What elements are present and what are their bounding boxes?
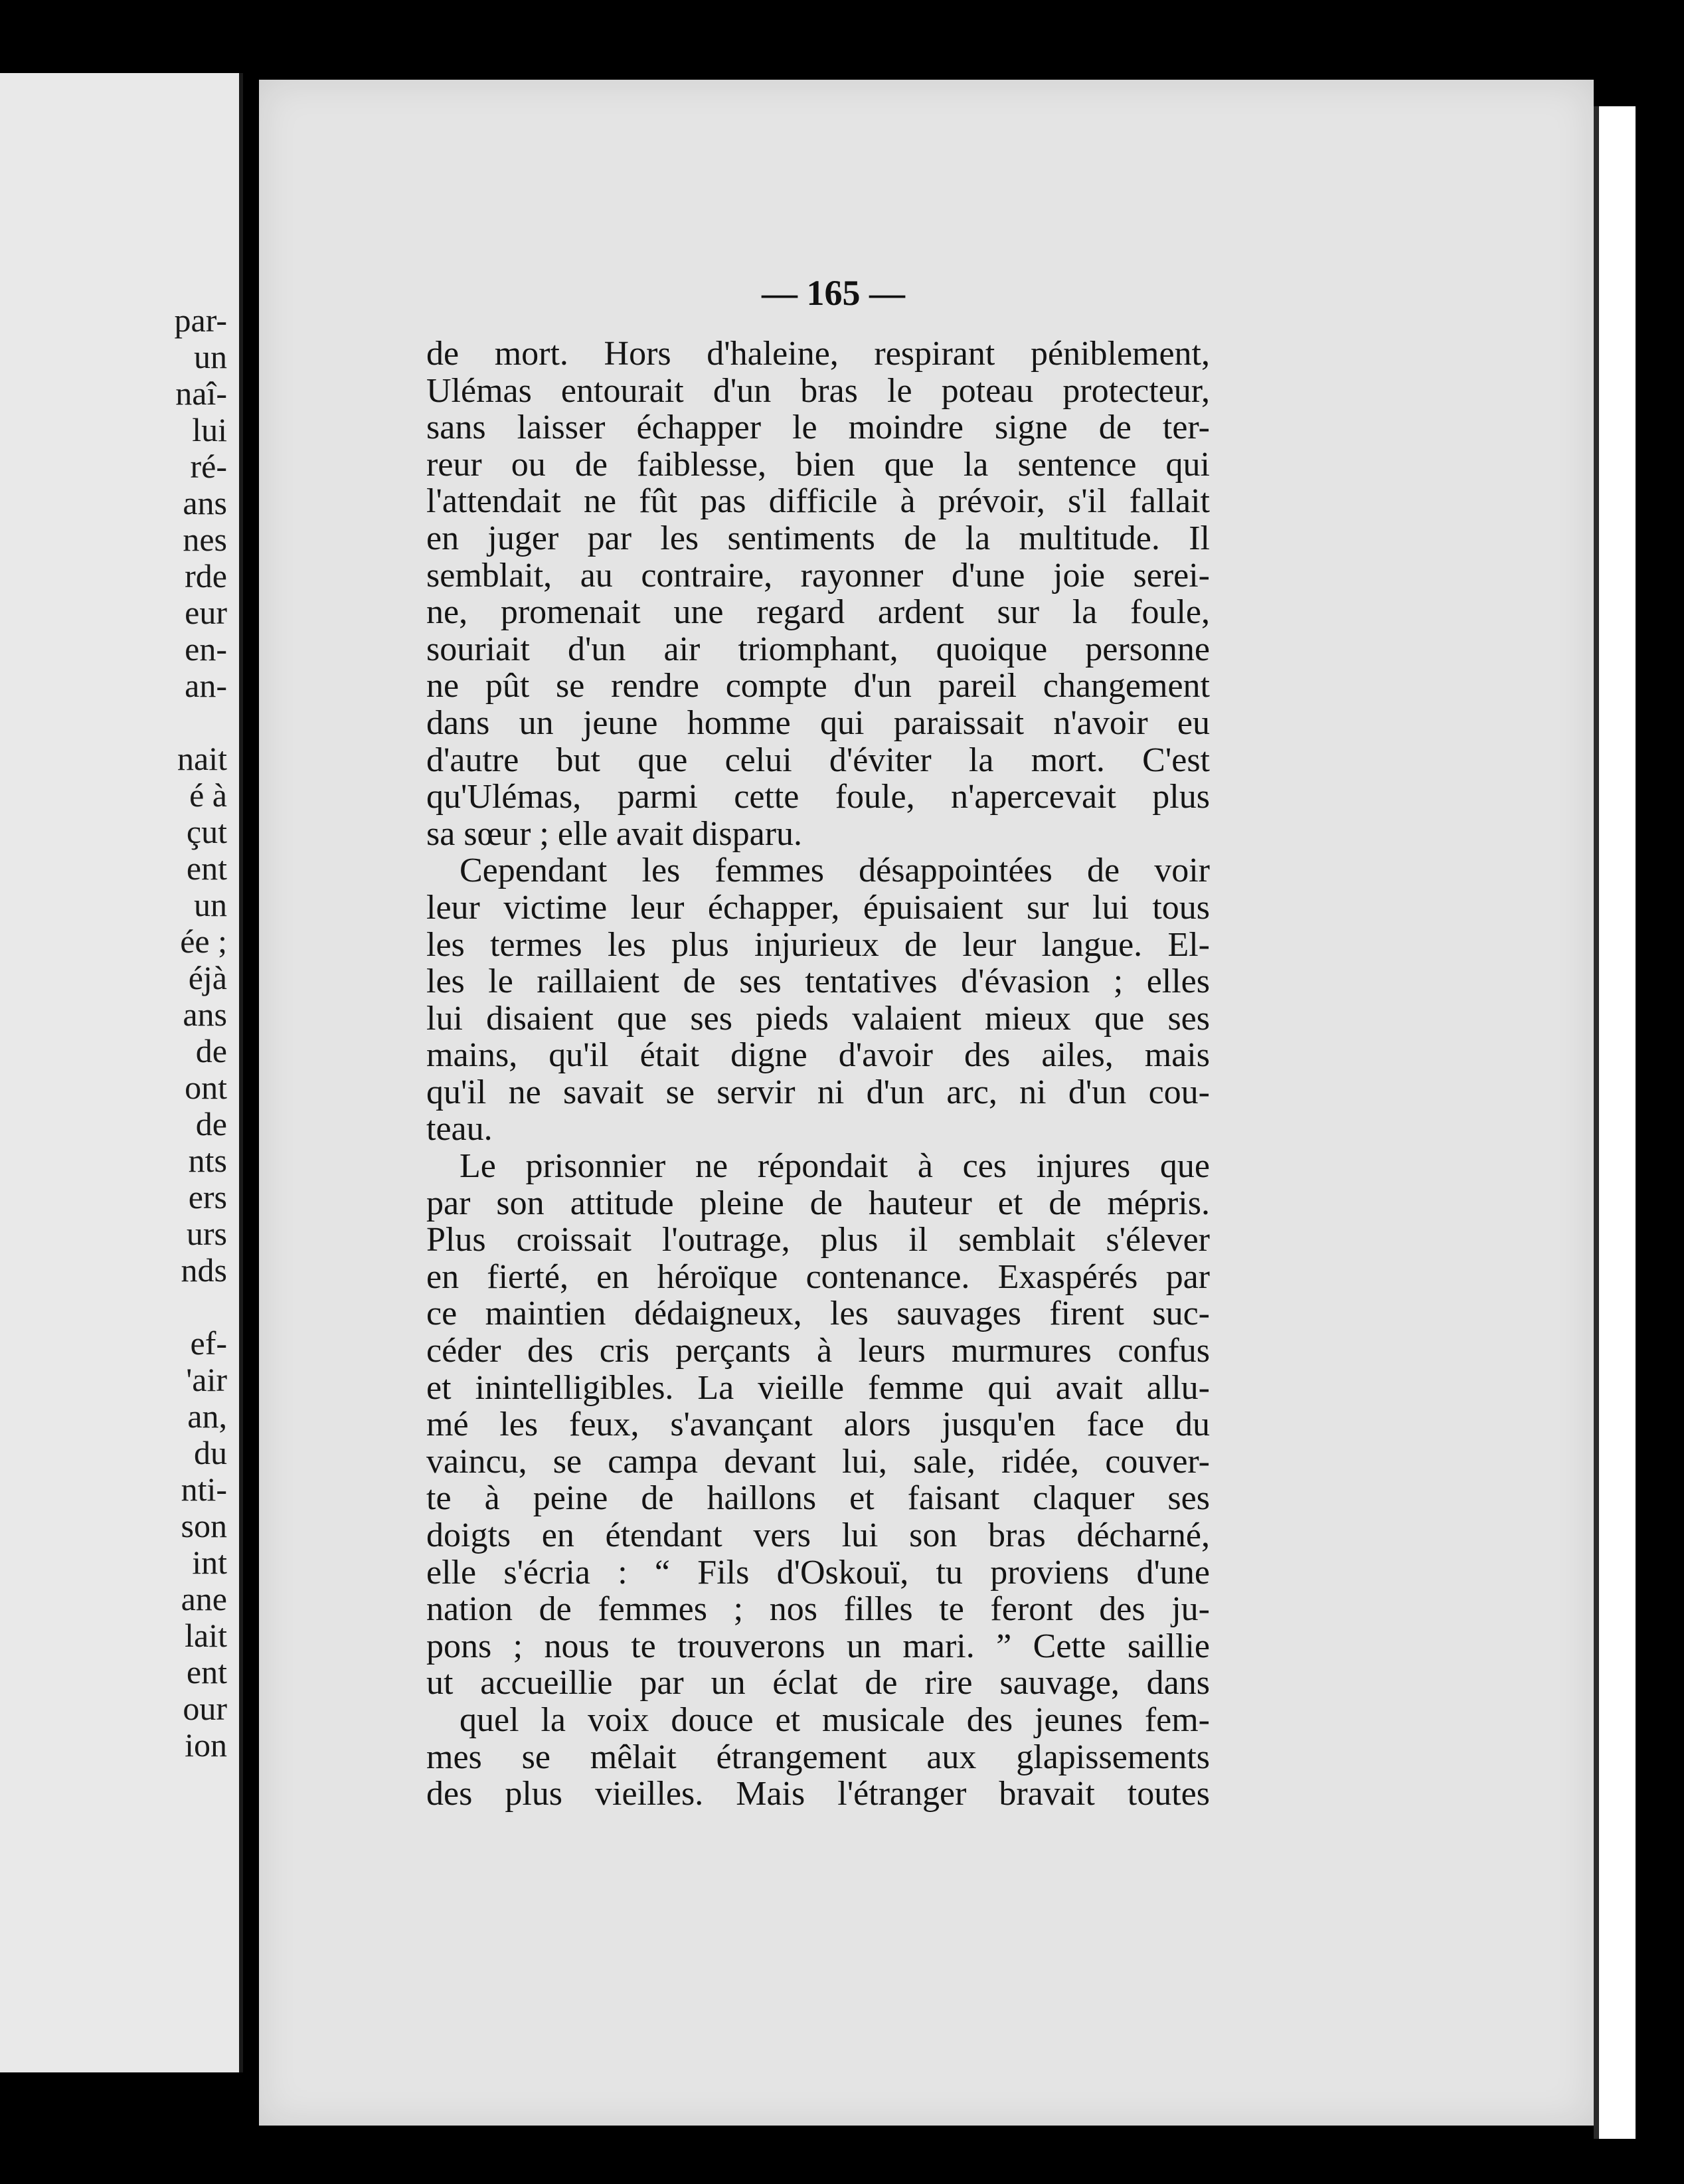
text-line: Ulémas entourait d'un bras le poteau protecteur,	[426, 371, 1210, 410]
text-line: Cependant les femmes désappointées de voir	[460, 852, 1210, 890]
left-page-fragment: un	[194, 886, 227, 923]
text-line: les le raillaient de ses tentatives d'évasion ; elles	[426, 962, 1210, 1001]
left-page-fragment: ent	[186, 1653, 227, 1690]
left-page-fragment: en-	[185, 630, 227, 668]
text-line: teau.	[426, 1110, 493, 1148]
left-page-fragment: ans	[183, 484, 227, 521]
text-line: l'attendait ne fût pas difficile à prévoir, s'il fallait	[426, 482, 1210, 521]
paragraph-gap	[28, 704, 227, 741]
text-line: d'autre but que celui d'éviter la mort. C'est	[426, 741, 1210, 779]
left-page-fragment: nds	[181, 1251, 227, 1289]
left-page-fragment: ont	[185, 1069, 227, 1106]
text-line: mé les feux, s'avançant alors jusqu'en face du	[426, 1406, 1210, 1444]
left-page-fragment: nait	[177, 740, 227, 777]
text-line: nation de femmes ; nos filles te feront des ju-	[426, 1590, 1210, 1629]
left-page-fragment: de	[195, 1105, 227, 1142]
left-page-fragment: du	[194, 1434, 227, 1471]
text-line: semblait, au contraire, rayonner d'une joie serei-	[426, 556, 1210, 594]
text-line: te à peine de haillons et faisant claquer ses	[426, 1479, 1210, 1518]
text-line: dans un jeune homme qui paraissait n'avoir eu	[426, 703, 1210, 742]
left-page-fragment: son	[181, 1507, 227, 1544]
text-line: souriait d'un air triomphant, quoique personne	[426, 630, 1210, 668]
text-line: Plus croissait l'outrage, plus il semblait s'élever	[426, 1221, 1210, 1259]
text-line: reur ou de faiblesse, bien que la sentence qui	[426, 445, 1210, 484]
text-line: qu'il ne savait se servir ni d'un arc, ni d'un cou-	[426, 1073, 1210, 1111]
text-line: ut accueillie par un éclat de rire sauvage, dans	[426, 1664, 1210, 1702]
left-page-fragment: our	[183, 1690, 227, 1727]
left-page-fragment: de	[195, 1032, 227, 1069]
text-line: leur victime leur échapper, épuisaient sur lui tous	[426, 888, 1210, 927]
text-line: ne pût se rendre compte d'un pareil changement	[426, 667, 1210, 705]
text-line: sa sœur ; elle avait disparu.	[426, 814, 803, 853]
text-line: sans laisser échapper le moindre signe de ter-	[426, 409, 1210, 447]
left-page-fragment: nts	[188, 1142, 227, 1179]
text-line: pons ; nous te trouverons un mari. ” Cette saillie	[426, 1627, 1210, 1665]
left-page-fragment: naî-	[175, 375, 227, 412]
text-line: mes se mêlait étrangement aux glapissements	[426, 1738, 1210, 1776]
left-page-fragment: ane	[181, 1580, 227, 1617]
left-page-fragment: urs	[186, 1215, 227, 1252]
left-page-fragment: rde	[185, 557, 227, 594]
left-page-fragment: par-	[174, 302, 227, 339]
page-number: — 165 —	[762, 273, 905, 313]
text-line: quel la voix douce et musicale des jeunes fem-	[460, 1700, 1210, 1739]
text-line: lui disaient que ses pieds valaient mieux que ses	[426, 999, 1210, 1038]
text-line: doigts en étendant vers lui son bras décharné,	[426, 1516, 1210, 1554]
paragraph-gap	[28, 1289, 227, 1325]
left-page-text-fragments	[28, 302, 227, 1764]
text-line: vaincu, se campa devant lui, sale, ridée, couver-	[426, 1442, 1210, 1481]
left-page-fragment: ers	[188, 1178, 227, 1216]
left-page-fragment: ans	[183, 996, 227, 1033]
page-edge	[1594, 106, 1636, 2139]
left-page-fragment: éjà	[188, 959, 227, 996]
left-page-fragment: nes	[183, 521, 227, 558]
left-page-fragment: çut	[186, 813, 227, 850]
text-line: les termes les plus injurieux de leur langue. El-	[426, 925, 1210, 964]
left-page-fragment: ion	[185, 1726, 227, 1764]
text-line: de mort. Hors d'haleine, respirant péniblement,	[426, 335, 1210, 373]
left-page	[0, 73, 243, 2072]
left-page-fragment: un	[194, 338, 227, 375]
text-line: des plus vieilles. Mais l'étranger bravait toutes	[426, 1775, 1210, 1813]
text-line: elle s'écria : “ Fils d'Oskouï, tu proviens d'une	[426, 1553, 1210, 1592]
left-page-fragment: ef-	[190, 1324, 227, 1362]
text-line: et inintelligibles. La vieille femme qui avait allu-	[426, 1368, 1210, 1407]
text-line: en juger par les sentiments de la multitude. Il	[426, 519, 1210, 557]
left-page-fragment: 'air	[186, 1361, 227, 1398]
left-page-fragment: ré-	[190, 448, 227, 485]
left-page-fragment: nti-	[181, 1471, 227, 1508]
text-line: par son attitude pleine de hauteur et de mépris.	[426, 1184, 1210, 1222]
left-page-fragment: lui	[192, 411, 227, 448]
text-line: mains, qu'il était digne d'avoir des ailes, mais	[426, 1036, 1210, 1075]
left-page-fragment: lait	[185, 1617, 227, 1654]
left-page-fragment: int	[192, 1544, 227, 1581]
body-text	[426, 335, 1210, 1813]
text-line: en fierté, en héroïque contenance. Exaspérés par	[426, 1257, 1210, 1296]
left-page-fragment: eur	[185, 594, 227, 631]
left-page-fragment: an-	[185, 667, 227, 704]
text-line: Le prisonnier ne répondait à ces injures que	[460, 1147, 1210, 1186]
left-page-fragment: an,	[187, 1398, 227, 1435]
text-line: ne, promenait une regard ardent sur la foule,	[426, 593, 1210, 632]
left-page-fragment: ent	[186, 850, 227, 887]
left-page-fragment: ée ;	[180, 923, 227, 960]
left-page-fragment: é à	[189, 776, 227, 814]
text-line: céder des cris perçants à leurs murmures confus	[426, 1332, 1210, 1370]
text-line: ce maintien dédaigneux, les sauvages firent suc-	[426, 1295, 1210, 1333]
text-line: qu'Ulémas, parmi cette foule, n'apercevait plus	[426, 778, 1210, 816]
